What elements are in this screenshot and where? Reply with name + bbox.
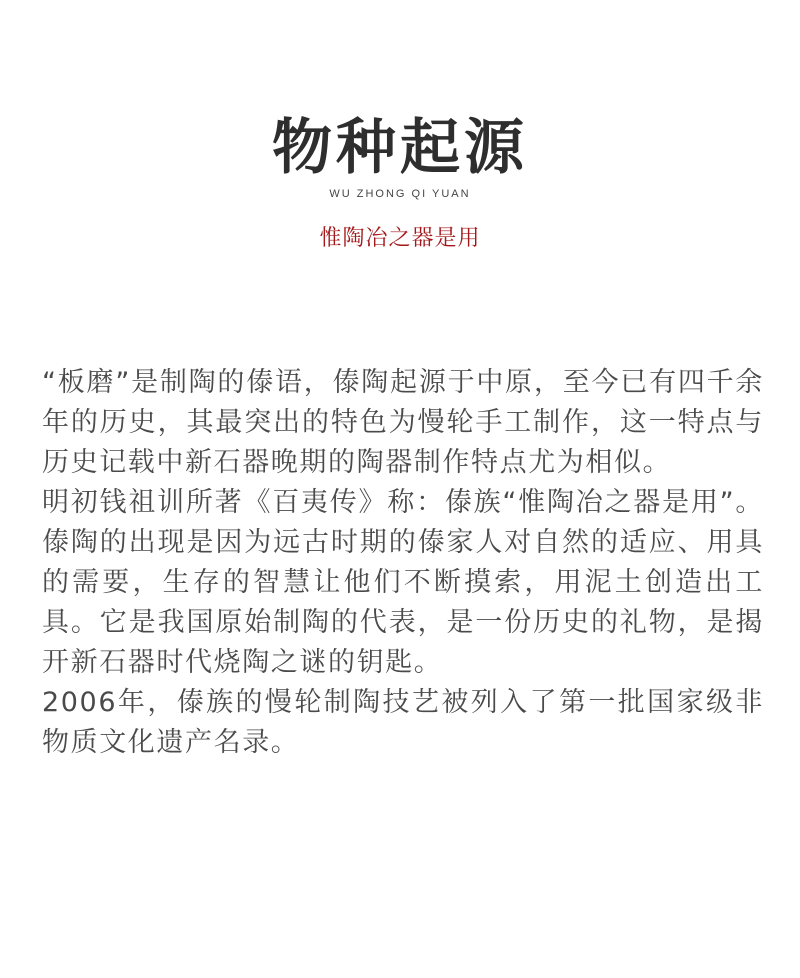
paragraph-3: 2006年，傣族的慢轮制陶技艺被列入了第一批国家级非物质文化遗产名录。 — [42, 687, 764, 758]
tagline: 惟陶冶之器是用 — [319, 226, 481, 251]
article-body — [42, 363, 764, 763]
paragraph-2: 明初钱祖训所著《百夷传》称：傣族“惟陶冶之器是用”。傣陶的出现是因为远古时期的傣家人对自然的适应、用具的需要，生存的智慧让他们不断摸索，用泥土创造出工具。它是我国原始制陶的代表，是一份历史的礼物，是揭开新石器时代烧陶之谜的钥匙。 — [42, 487, 764, 678]
title-pinyin: WU ZHONG QI YUAN — [329, 188, 471, 200]
page-title: 物种起源 — [272, 113, 528, 183]
paragraph-1: “板磨”是制陶的傣语，傣陶起源于中原，至今已有四千余年的历史，其最突出的特色为慢轮手工制作，这一特点与历史记载中新石器晚期的陶器制作特点尤为相似。 — [42, 367, 764, 478]
